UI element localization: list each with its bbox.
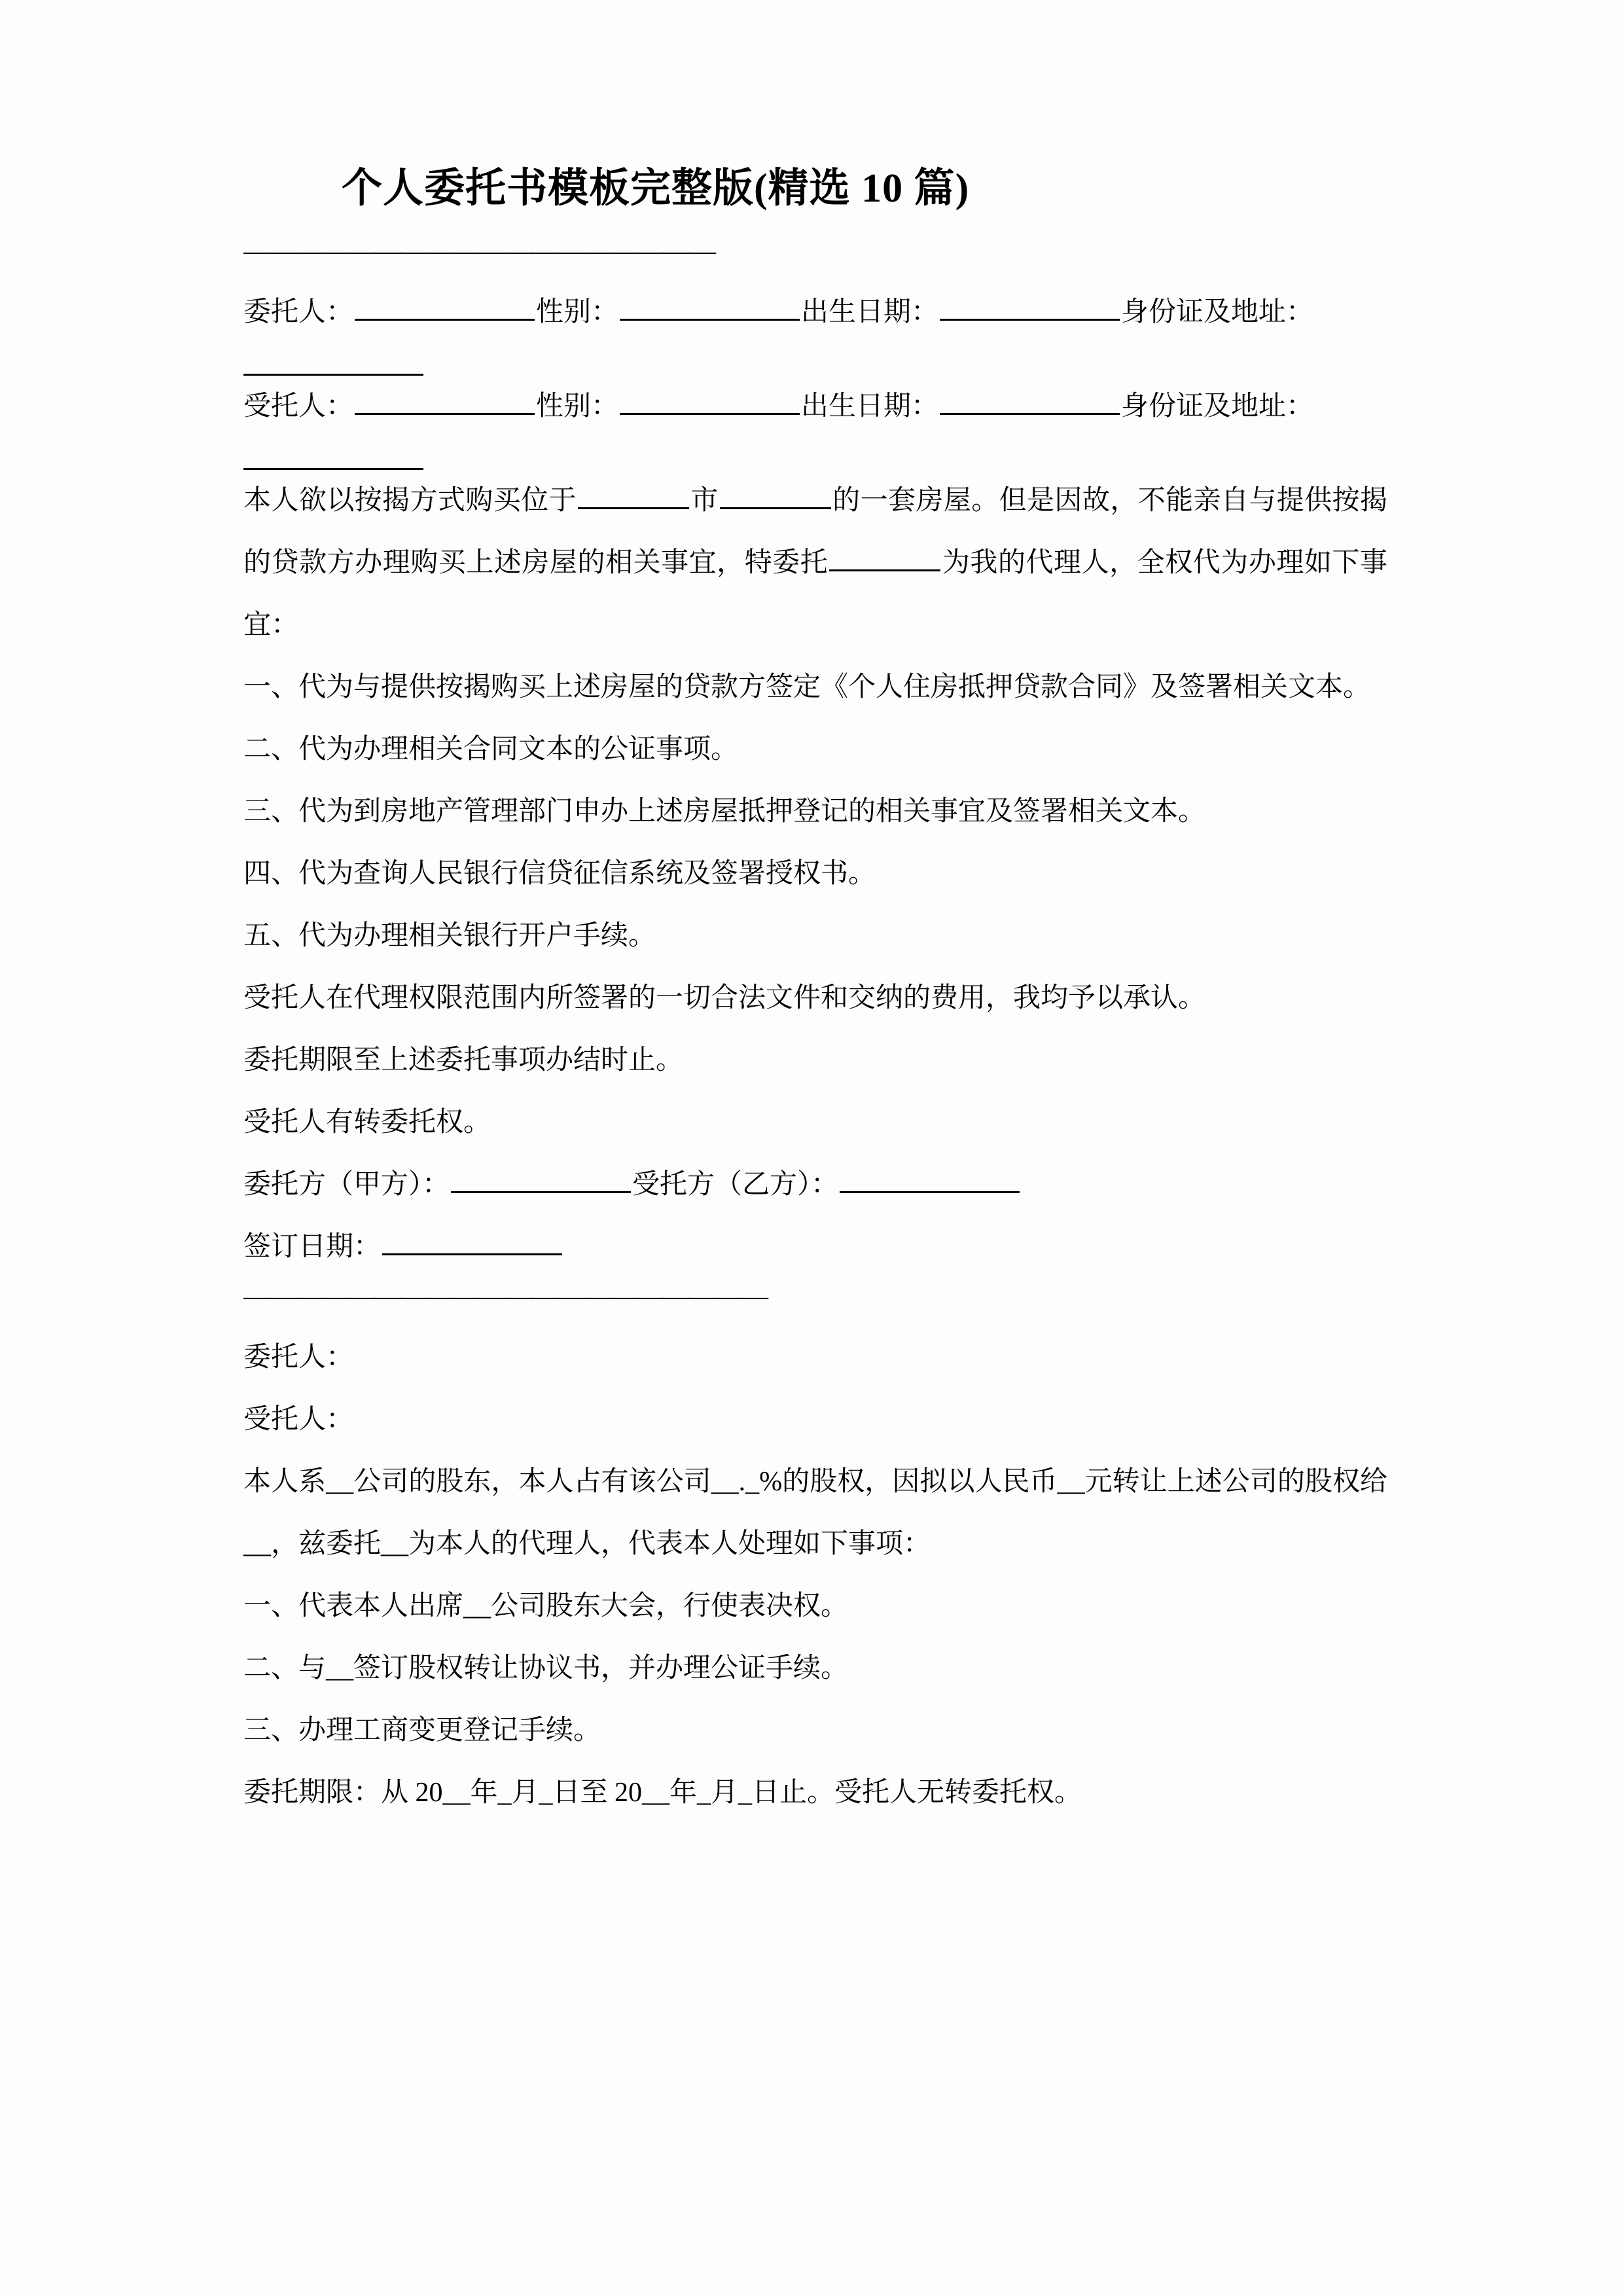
trustee-id-address-blank[interactable]: [243, 438, 423, 470]
section1-closing-2: 委托期限至上述委托事项办结时止。: [243, 1045, 684, 1075]
signing-date-label: 签订日期：: [243, 1231, 382, 1262]
trustee-id-address-label: 身份证及地址：: [1121, 391, 1314, 422]
section1-item-5: 五、代为办理相关银行开户手续。: [243, 920, 656, 951]
district-blank[interactable]: [720, 481, 831, 509]
agent-name-blank[interactable]: [829, 543, 940, 571]
trustee-info-line: [243, 376, 1387, 438]
party-b-blank[interactable]: [840, 1165, 1020, 1193]
entrustor-name-label: 委托人：: [243, 296, 354, 327]
entrustor-birth-blank[interactable]: [940, 293, 1120, 321]
section2-item-1: 一、代表本人出席__公司股东大会，行使表决权。: [243, 1590, 849, 1621]
trustee-birth-label: 出生日期：: [801, 391, 939, 422]
entrustor-birth-label: 出生日期：: [801, 296, 939, 327]
entrustor-name-blank[interactable]: [355, 293, 535, 321]
document-content: [243, 164, 1387, 1824]
section1-item-3: 三、代为到房地产管理部门申办上述房屋抵押登记的相关事宜及签署相关文本。: [243, 796, 1206, 827]
section2-term-line: 委托期限：从 20__年_月_日至 20__年_月_日止。受托人无转委托权。: [243, 1777, 1082, 1808]
trustee-birth-blank[interactable]: [940, 387, 1120, 415]
section2-trustee-label: 受托人：: [243, 1404, 354, 1435]
purchase-intro-part3: 的一套房屋。但是因故，不能亲自与提供按揭的贷款方办理购买上述房屋的相关事宜，特委托: [243, 485, 1387, 578]
purchase-intro-part4: 为我的代理人，全权代为办理如下事宜：: [243, 547, 1387, 640]
entrustor-gender-label: 性别：: [536, 296, 619, 327]
trustee-name-label: 受托人：: [243, 391, 354, 422]
party-a-label: 委托方（甲方）：: [243, 1169, 450, 1200]
section1-item-1: 一、代为与提供按揭购买上述房屋的贷款方签定《个人住房抵押贷款合同》及签署相关文本。: [243, 672, 1371, 702]
section1-closing-3: 受托人有转委托权。: [243, 1107, 491, 1138]
purchase-intro-part2: 市: [690, 485, 719, 516]
section2-intro-paragraph: 本人系__公司的股东，本人占有该公司__._%的股权，因拟以人民币__元转让上述公司的股权给__，兹委托__为本人的代理人，代表本人处理如下事项：: [243, 1466, 1387, 1559]
party-a-blank[interactable]: [451, 1165, 631, 1193]
entrustor-id-address-blank[interactable]: [243, 344, 423, 376]
section2-entrustor-label: 委托人：: [243, 1342, 354, 1372]
city-blank[interactable]: [578, 481, 689, 509]
trustee-gender-blank[interactable]: [620, 387, 800, 415]
section1-item-2: 二、代为办理相关合同文本的公证事项。: [243, 734, 739, 764]
trustee-gender-label: 性别：: [536, 391, 619, 422]
signature-parties-line: [243, 1154, 1387, 1216]
trustee-name-blank[interactable]: [355, 387, 535, 415]
section2-item-2: 二、与__签订股权转让协议书，并办理公证手续。: [243, 1653, 849, 1683]
entrustor-gender-blank[interactable]: [620, 293, 800, 321]
section-divider-top: ——————————————————: [243, 236, 715, 266]
page-title: 个人委托书模板完整版(精选 10 篇): [342, 166, 970, 211]
party-b-label: 受托方（乙方）：: [632, 1169, 839, 1200]
entrustor-id-address-label: 身份证及地址：: [1121, 296, 1314, 327]
signing-date-line: [243, 1216, 1387, 1278]
section2-item-3: 三、办理工商变更登记手续。: [243, 1715, 601, 1746]
section1-item-4: 四、代为查询人民银行信贷征信系统及签署授权书。: [243, 858, 876, 889]
purchase-intro-part1: 本人欲以按揭方式购买位于: [243, 485, 577, 516]
section1-closing-1: 受托人在代理权限范围内所签署的一切合法文件和交纳的费用，我均予以承认。: [243, 982, 1206, 1013]
entrustor-info-line: [243, 281, 1387, 344]
signing-date-blank[interactable]: [382, 1227, 562, 1255]
section-divider-middle: ————————————————————: [243, 1281, 767, 1312]
purchase-intro-paragraph: [243, 470, 1387, 656]
